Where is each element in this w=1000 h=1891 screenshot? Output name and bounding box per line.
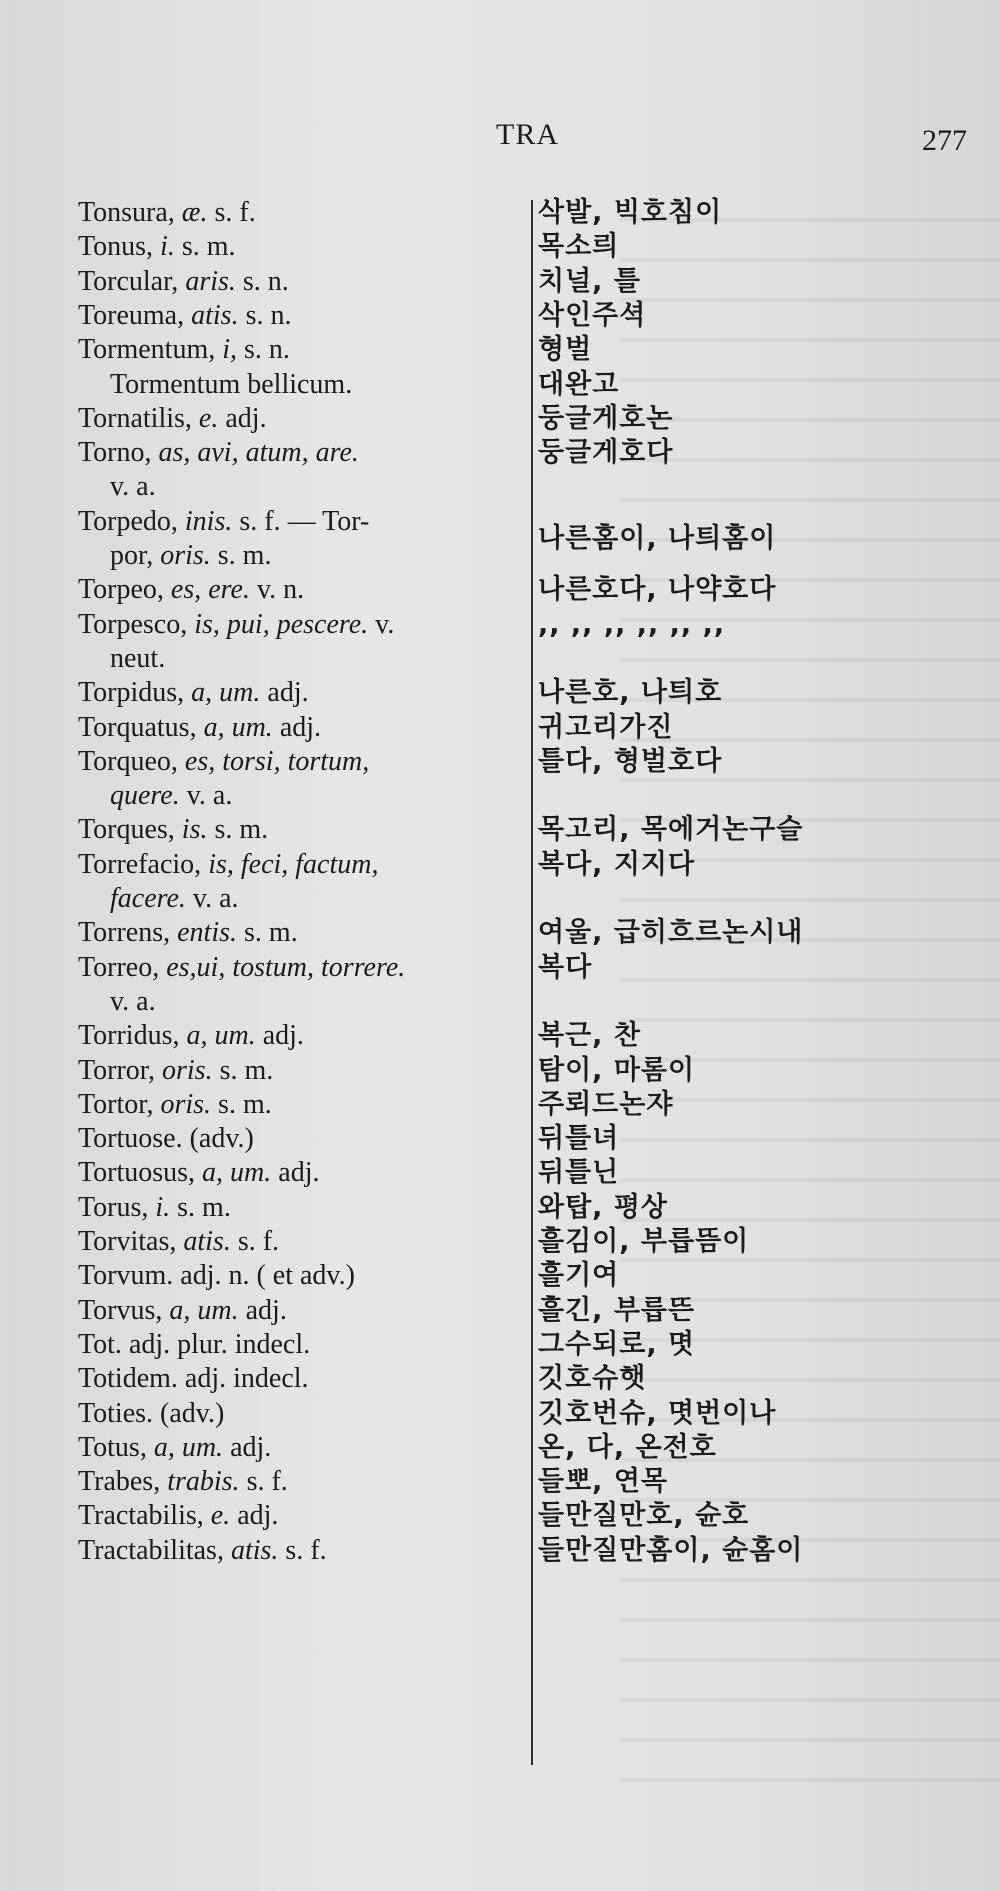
- continuation-grammar: v. a.: [186, 779, 233, 811]
- korean-translation: 그수되로, 몃: [538, 1328, 696, 1360]
- latin-headword-block: [78, 573, 518, 607]
- latin-headword-block: [78, 1019, 518, 1053]
- latin-headword-block: [78, 333, 518, 367]
- headword: Torrefacio,: [78, 848, 202, 880]
- korean-translation: 흘기여: [538, 1260, 620, 1292]
- korean-translation: 삭인주셕: [538, 299, 647, 331]
- grammar-label: adj.: [230, 1431, 272, 1463]
- headword: Torrens,: [78, 917, 171, 949]
- headword: Torvum.: [78, 1260, 174, 1292]
- headword-continuation: [78, 470, 518, 504]
- latin-headword-block: [78, 1191, 518, 1225]
- korean-translation: 목고리, 목에거논구슬: [538, 814, 804, 846]
- headword: Torpeo,: [78, 574, 164, 606]
- latin-headword-block: [78, 1499, 518, 1533]
- headword: Torvus,: [78, 1294, 163, 1326]
- latin-headword-block: [78, 711, 518, 745]
- grammar-label: s. f. — Tor-: [239, 505, 370, 537]
- column-divider: [531, 200, 533, 1765]
- continuation-grammar: v. a.: [110, 985, 156, 1017]
- inflection: a, um.: [186, 1020, 256, 1052]
- continuation-inflection: oris.: [160, 539, 211, 571]
- headword: Torqueo,: [78, 745, 178, 777]
- korean-translation: 복근, 찬: [538, 1020, 641, 1052]
- korean-translation: 나른홈이, 나틔홈이: [538, 522, 777, 554]
- headword: Totus,: [78, 1431, 147, 1463]
- inflection: i.: [155, 1191, 171, 1223]
- inflection: is, pui, pescere.: [194, 608, 369, 640]
- korean-translation: 귀고리가진: [538, 711, 674, 743]
- inflection: es,ui, tostum, torrere.: [166, 951, 406, 983]
- headword: Tractabilitas,: [78, 1534, 224, 1566]
- latin-headword-block: [78, 402, 518, 436]
- grammar-label: s. f.: [246, 1466, 288, 1498]
- korean-translation: 뒤틀닌: [538, 1157, 620, 1189]
- latin-headword-block: [78, 265, 518, 299]
- continuation-grammar: v. a.: [192, 882, 239, 914]
- inflection: entis.: [177, 917, 238, 949]
- latin-headword-block: [78, 196, 518, 230]
- headword-continuation: [78, 779, 518, 813]
- latin-headword-block: [78, 916, 518, 950]
- korean-translation: 복다: [538, 951, 593, 983]
- latin-headword-block: [78, 608, 518, 676]
- grammar-label: adj.: [225, 402, 267, 434]
- headword: Torvitas,: [78, 1226, 177, 1257]
- inflection: aris.: [185, 265, 236, 297]
- korean-translation: 형벌: [538, 334, 593, 366]
- grammar-label: adj.: [262, 1020, 304, 1052]
- latin-headword-block: [78, 505, 518, 573]
- korean-translation: 치널, 틀: [538, 265, 641, 297]
- korean-translation: 깃호번슈, 몃번이나: [538, 1397, 777, 1429]
- grammar-label: adj. n. ( et adv.): [180, 1260, 355, 1292]
- inflection: a, um.: [202, 1157, 272, 1189]
- korean-translation: 흘김이, 부릅뜸이: [538, 1226, 750, 1257]
- latin-headword-block: [78, 1225, 518, 1259]
- headword: Torreo,: [78, 951, 160, 983]
- latin-headword-block: [78, 1362, 518, 1396]
- latin-headword-block: [78, 230, 518, 264]
- headword: Tortuosus,: [78, 1157, 196, 1189]
- inflection: e.: [210, 1500, 231, 1532]
- continuation-grammar: neut.: [110, 642, 166, 674]
- continuation-inflection: facere.: [110, 882, 186, 914]
- headword-continuation: [78, 985, 518, 1019]
- latin-headword-block: [78, 436, 518, 504]
- inflection: i.: [160, 231, 175, 263]
- grammar-label: s. m.: [218, 1088, 272, 1120]
- grammar-label: s. m.: [177, 1191, 231, 1223]
- grammar-label: adj. plur. indecl.: [128, 1328, 311, 1360]
- headword: Trabes,: [78, 1466, 161, 1498]
- headword: Torcular,: [78, 265, 179, 297]
- grammar-label: adj.: [267, 677, 309, 709]
- headword: Torror,: [78, 1054, 155, 1086]
- headword: Torpidus,: [78, 677, 185, 709]
- headword: Torques,: [78, 814, 175, 846]
- page-header: [0, 118, 1000, 158]
- inflection: æ.: [181, 197, 208, 228]
- headword: Tractabilis,: [78, 1500, 204, 1532]
- headword: Toties.: [78, 1397, 154, 1429]
- korean-translation: 복다, 지지다: [538, 848, 696, 880]
- latin-headword-block: [78, 1431, 518, 1465]
- continuation-grammar: s. m.: [217, 539, 272, 571]
- headword-continuation: [78, 642, 518, 676]
- inflection: a, um.: [203, 711, 273, 743]
- headword: Torpedo,: [78, 505, 178, 537]
- korean-translation: 나른호, 나틔호: [538, 677, 723, 709]
- latin-headword-block: [78, 1294, 518, 1328]
- headword: Torquatus,: [78, 711, 197, 743]
- korean-translation: 들만질만홈이, 슌홈이: [538, 1534, 804, 1566]
- korean-translation: 둥글게호논: [538, 402, 674, 434]
- continuation-grammar: v. a.: [110, 471, 156, 503]
- running-head: TRA: [496, 118, 559, 151]
- inflection: trabis.: [167, 1466, 240, 1498]
- grammar-label: v. n.: [256, 574, 305, 606]
- inflection: atis.: [191, 299, 239, 331]
- headword: Tornatilis,: [78, 402, 192, 434]
- latin-headword-block: [78, 848, 518, 916]
- page-number: 277: [922, 124, 967, 157]
- korean-translation: ,, ,, ,, ,, ,, ,,: [538, 608, 726, 640]
- grammar-label: adj.: [278, 1157, 320, 1189]
- latin-headword-block: [78, 1465, 518, 1499]
- headword: Torus,: [78, 1191, 149, 1223]
- grammar-label: adj. indecl.: [184, 1363, 309, 1395]
- korean-translation: 뒤틀녀: [538, 1123, 620, 1155]
- headword: Torridus,: [78, 1020, 180, 1052]
- latin-headword-block: [78, 676, 518, 710]
- latin-headword-block: [78, 745, 518, 813]
- continuation-inflection: quere.: [110, 779, 180, 811]
- headword: Tortuose.: [78, 1123, 183, 1155]
- inflection: a, um.: [153, 1431, 224, 1463]
- headword: Tormentum bellicum.: [110, 368, 353, 400]
- korean-translation: 깃호슈햇: [538, 1363, 647, 1395]
- headword: Tonsura,: [78, 197, 175, 228]
- inflection: oris.: [162, 1054, 213, 1086]
- korean-translation: 탐이, 마롬이: [538, 1054, 696, 1086]
- korean-translation: 와탑, 평상: [538, 1191, 668, 1223]
- grammar-label: s. m.: [181, 231, 236, 263]
- korean-translation: 온, 다, 온전호: [538, 1431, 717, 1463]
- latin-headword-block: [78, 1397, 518, 1431]
- inflection: as, avi, atum, are.: [158, 437, 359, 469]
- grammar-label: s. f.: [285, 1534, 327, 1566]
- inflection: es, ere.: [170, 574, 250, 606]
- grammar-label: s. n.: [244, 334, 290, 366]
- inflection: a, um.: [169, 1294, 239, 1326]
- inflection: inis.: [184, 505, 233, 537]
- latin-headword-block: [78, 1156, 518, 1190]
- korean-translation: 틀다, 형벌호다: [538, 745, 723, 777]
- korean-translation: 여울, 급히흐르논시내: [538, 917, 804, 949]
- latin-headword-block: [78, 1534, 518, 1568]
- korean-translation: 들만질만호, 슌호: [538, 1500, 750, 1532]
- headword: Torno,: [78, 437, 152, 469]
- grammar-label: s. f.: [237, 1226, 280, 1257]
- grammar-label: adj.: [245, 1294, 287, 1326]
- korean-translation: 대완고: [538, 368, 620, 400]
- inflection: is, feci, factum,: [208, 848, 379, 880]
- grammar-label: s. m.: [244, 917, 298, 949]
- headword: Torpesco,: [78, 608, 188, 640]
- inflection: atis.: [183, 1226, 231, 1257]
- latin-headword-block: [78, 1122, 518, 1156]
- korean-translation: 주뢰드논쟈: [538, 1088, 674, 1120]
- grammar-label: s. f.: [214, 197, 256, 228]
- inflection: atis.: [230, 1534, 279, 1566]
- headword: Toreuma,: [78, 299, 185, 331]
- grammar-label: adj.: [279, 711, 322, 743]
- grammar-label: s. n.: [245, 299, 292, 331]
- latin-headword-block: [78, 1054, 518, 1088]
- latin-headword-block: [78, 1328, 518, 1362]
- inflection: oris.: [160, 1088, 212, 1120]
- latin-headword-block: [78, 951, 518, 1019]
- headword: Tot.: [78, 1328, 122, 1360]
- inflection: is.: [181, 814, 208, 846]
- korean-translation: 나른호다, 나약호다: [538, 574, 777, 606]
- korean-translation: 들뽀, 연목: [538, 1466, 668, 1498]
- headword: Totidem.: [78, 1363, 178, 1395]
- grammar-label: adj.: [237, 1500, 279, 1532]
- korean-translation: 삭발, 빅호침이: [538, 197, 723, 228]
- latin-headword-block: [78, 299, 518, 333]
- inflection: a, um.: [191, 677, 261, 709]
- headword-continuation: [78, 539, 518, 573]
- headword: Tonus,: [78, 231, 154, 263]
- latin-headword-block: [78, 1088, 518, 1122]
- grammar-label: s. m.: [219, 1054, 274, 1086]
- korean-translation: 목소릐: [538, 231, 620, 263]
- inflection: i,: [222, 334, 238, 366]
- headword-continuation: [78, 882, 518, 916]
- korean-translation: 둥글게호다: [538, 437, 674, 469]
- grammar-label: (adv.): [160, 1397, 225, 1429]
- grammar-label: (adv.): [189, 1123, 254, 1155]
- latin-headword-block: [78, 1259, 518, 1293]
- grammar-label: s. m.: [214, 814, 269, 846]
- inflection: e.: [198, 402, 219, 434]
- grammar-label: s. n.: [242, 265, 289, 297]
- continuation-prefix: por,: [110, 539, 154, 571]
- inflection: es, torsi, tortum,: [184, 745, 370, 777]
- grammar-label: v.: [375, 608, 395, 640]
- latin-headword-block: [110, 368, 550, 402]
- headword: Tormentum,: [78, 334, 216, 366]
- korean-translation: 흘긴, 부릅뜬: [538, 1294, 696, 1326]
- headword: Tortor,: [78, 1088, 154, 1120]
- latin-headword-block: [78, 813, 518, 847]
